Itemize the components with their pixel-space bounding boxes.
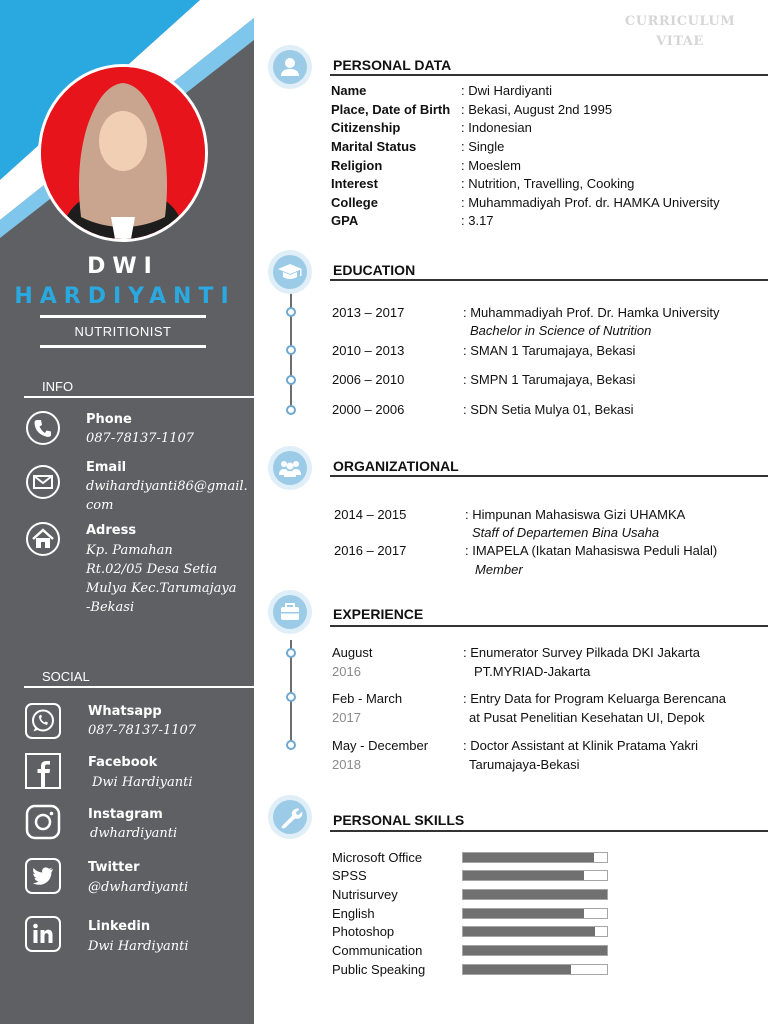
social-label: Facebook [88, 755, 158, 770]
section-icon [268, 446, 312, 490]
org-name: : IMAPELA (Ikatan Mahasiswa Peduli Halal) [465, 543, 718, 558]
skill-name: Public Speaking [332, 962, 426, 977]
social-value[interactable]: 087-78137-1107 [88, 723, 197, 738]
job-title: NUTRITIONIST [74, 324, 172, 339]
phone-label: Phone [86, 412, 132, 427]
skill-bar-fill [463, 890, 607, 899]
skill-bar-fill [463, 927, 595, 936]
exp-year: 2016 [332, 664, 361, 679]
field-label: Name [331, 83, 367, 98]
org-years: 2016 – 2017 [334, 543, 407, 558]
social-value[interactable]: @dwhardiyanti [88, 880, 189, 895]
timeline-dot [286, 740, 296, 750]
field-label: Interest [331, 176, 378, 191]
section-icon [268, 250, 312, 294]
address-line: Kp. Pamahan [86, 543, 173, 558]
skill-name: Nutrisurvey [332, 887, 398, 902]
watermark-line1: CURRICULUM [624, 14, 736, 29]
social-heading: SOCIAL [42, 669, 90, 684]
exp-line1: : Enumerator Survey Pilkada DKI Jakarta [463, 645, 700, 660]
graduation-cap-icon [273, 255, 307, 289]
social-divider [24, 686, 254, 688]
watermark-line2: VITAE [656, 34, 704, 49]
edu-school: : Muhammadiyah Prof. Dr. Hamka University [463, 305, 720, 320]
email-label: Email [86, 460, 127, 475]
field-label: GPA [331, 213, 359, 228]
exp-line1: : Entry Data for Program Keluarga Berencana [463, 691, 727, 706]
skill-name: English [332, 906, 375, 921]
info-divider [24, 396, 254, 398]
field-value: : Indonesian [461, 120, 532, 135]
exp-year: 2018 [332, 757, 361, 772]
timeline-dot [286, 375, 296, 385]
section-title: PERSONAL DATA [333, 57, 452, 73]
email-value-line1[interactable]: dwihardiyanti86@gmail. [86, 479, 248, 494]
social-value[interactable]: Dwi Hardiyanti [88, 939, 189, 954]
edu-note: Bachelor in Science of Nutrition [470, 323, 652, 338]
section-icon [268, 795, 312, 839]
twitter-icon[interactable] [25, 858, 61, 894]
section-title: ORGANIZATIONAL [333, 458, 459, 474]
section-title: PERSONAL SKILLS [333, 812, 465, 828]
skill-bar-fill [463, 965, 571, 974]
watermark [612, 12, 748, 52]
edu-school: : SMAN 1 Tarumajaya, Bekasi [463, 343, 636, 358]
title-underline [40, 345, 206, 348]
home-icon [25, 521, 61, 557]
group-icon [273, 451, 307, 485]
field-value: : Moeslem [461, 158, 521, 173]
social-label: Instagram [88, 807, 163, 822]
exp-line2: Tarumajaya-Bekasi [469, 757, 580, 772]
section-title: EDUCATION [333, 262, 416, 278]
skill-bar [462, 964, 608, 975]
address-label: Adress [86, 523, 137, 538]
exp-period: August [332, 645, 373, 660]
social-label: Linkedin [88, 919, 151, 934]
skill-name: Communication [332, 943, 423, 958]
edu-years: 2010 – 2013 [332, 343, 405, 358]
section-title: EXPERIENCE [333, 606, 424, 622]
edu-school: : SDN Setia Mulya 01, Bekasi [463, 402, 634, 417]
linkedin-icon[interactable] [25, 916, 61, 952]
org-years: 2014 – 2015 [334, 507, 407, 522]
timeline-dot [286, 345, 296, 355]
skill-name: SPSS [332, 868, 367, 883]
field-label: Religion [331, 158, 383, 173]
exp-period: May - December [332, 738, 429, 753]
phone-value[interactable]: 087-78137-1107 [86, 431, 195, 446]
section-underline [330, 475, 768, 477]
exp-line2: at Pusat Penelitian Kesehatan UI, Depok [469, 710, 705, 725]
field-value: : Muhammadiyah Prof. dr. HAMKA University [461, 195, 720, 210]
email-value-line2[interactable]: com [86, 498, 114, 513]
phone-icon [25, 410, 61, 446]
edu-years: 2013 – 2017 [332, 305, 405, 320]
field-label: Marital Status [331, 139, 417, 154]
org-role: Member [475, 562, 523, 577]
last-name: HARDIYANTI [14, 284, 236, 309]
skill-bar [462, 889, 608, 900]
field-value: : Bekasi, August 2nd 1995 [461, 102, 613, 117]
skill-name: Microsoft Office [332, 850, 423, 865]
address-line: Rt.02/05 Desa Setia [86, 562, 218, 577]
section-underline [330, 279, 768, 281]
address-line: Mulya Kec.Tarumajaya [86, 581, 237, 596]
edu-years: 2000 – 2006 [332, 402, 405, 417]
info-heading: INFO [42, 379, 74, 394]
field-value: : Dwi Hardiyanti [461, 83, 553, 98]
skill-bar-fill [463, 909, 584, 918]
skill-bar-fill [463, 871, 584, 880]
section-underline [330, 625, 768, 627]
timeline-dot [286, 648, 296, 658]
user-icon [273, 50, 307, 84]
timeline-dot [286, 405, 296, 415]
social-label: Whatsapp [88, 704, 162, 719]
exp-period: Feb - March [332, 691, 403, 706]
field-label: College [331, 195, 378, 210]
first-name: DWI [87, 254, 159, 279]
skill-bar [462, 852, 608, 863]
field-value: : Single [461, 139, 505, 154]
skill-bar-fill [463, 853, 594, 862]
org-role: Staff of Departemen Bina Usaha [472, 525, 660, 540]
social-label: Twitter [88, 860, 140, 875]
wrench-icon [273, 800, 307, 834]
address-line: -Bekasi [86, 600, 135, 615]
field-label: Place, Date of Birth [331, 102, 451, 117]
exp-year: 2017 [332, 710, 361, 725]
skill-bar [462, 870, 608, 881]
skill-bar-fill [463, 946, 607, 955]
timeline-dot [286, 692, 296, 702]
skill-bar [462, 926, 608, 937]
field-value: : 3.17 [461, 213, 494, 228]
whatsapp-icon[interactable] [25, 703, 61, 739]
social-value[interactable]: dwhardiyanti [90, 826, 178, 841]
profile-photo [38, 64, 208, 242]
section-underline [330, 830, 768, 832]
briefcase-icon [273, 595, 307, 629]
field-value: : Nutrition, Travelling, Cooking [461, 176, 635, 191]
skill-bar [462, 908, 608, 919]
section-underline [330, 74, 768, 76]
org-name: : Himpunan Mahasiswa Gizi UHAMKA [465, 507, 686, 522]
skill-bar [462, 945, 608, 956]
facebook-icon[interactable] [25, 753, 61, 789]
section-icon [268, 590, 312, 634]
edu-school: : SMPN 1 Tarumajaya, Bekasi [463, 372, 636, 387]
name-underline [40, 315, 206, 318]
skill-name: Photoshop [332, 924, 395, 939]
email-icon [25, 464, 61, 500]
exp-line2: PT.MYRIAD-Jakarta [474, 664, 591, 679]
edu-years: 2006 – 2010 [332, 372, 405, 387]
instagram-icon[interactable] [25, 804, 61, 840]
section-icon [268, 45, 312, 89]
social-value[interactable]: Dwi Hardiyanti [92, 775, 193, 790]
timeline-dot [286, 307, 296, 317]
field-label: Citizenship [331, 120, 401, 135]
exp-line1: : Doctor Assistant at Klinik Pratama Yakri [463, 738, 699, 753]
